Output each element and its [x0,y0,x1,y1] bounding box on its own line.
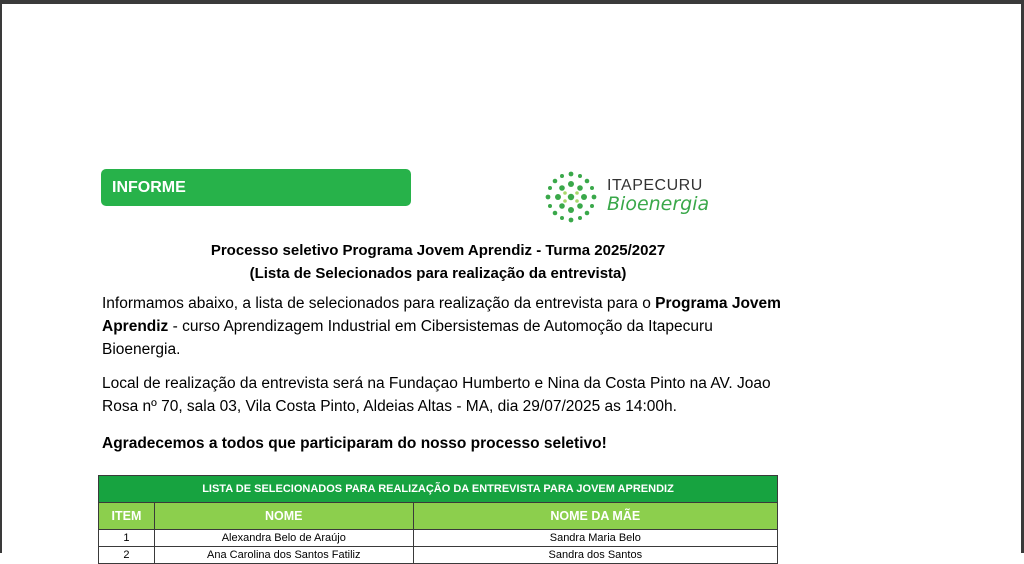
document-title [100,239,776,285]
informe-banner: INFORME [101,169,411,206]
logo-text-itapecuru: ITAPECURU [607,177,703,194]
header-nome-da-mae: NOME DA MÃE [413,503,777,530]
table-caption: LISTA DE SELECIONADOS PARA REALIZAÇÃO DA ENTREVISTA PARA JOVEM APRENDIZ [99,476,778,503]
viewer-frame-top [0,0,1024,4]
title-line-2: (Lista de Selecionados para realização da entrevista) [249,265,627,282]
cell-nome-da-mae: Sandra Maria Belo [413,530,777,547]
sunburst-logo-icon [541,170,601,224]
viewer-frame-left [0,0,2,553]
intro-text-before: Informamos abaixo, a lista de selecionados para realização da entrevista para o [102,295,656,312]
intro-bold-program: Programa Jovem Aprendiz [102,295,781,335]
cell-item: 2 [99,547,155,564]
header-item: ITEM [99,503,155,530]
logo-text-bioenergia: Bioenergia [607,193,710,215]
location-paragraph: Local de realização da entrevista será na Fundaçao Humberto e Nina da Costa Pinto na AV. Joao Rosa nº 70, sala 03, Vila Costa Pinto, Aldeias Altas - MA, dia 29/07/2025 as 14:00h. [102,375,771,415]
thanks-message: Agradecemos a todos que participaram do nosso processo seletivo! [102,435,607,452]
intro-paragraph [102,292,782,361]
title-line-1: Processo seletivo Programa Jovem Aprendiz - Turma 2025/2027 [210,242,666,259]
header-nome: NOME [154,503,413,530]
intro-text-after: - curso Aprendizagem Industrial em Cibersistemas de Automoção da Itapecuru Bioenergia. [102,318,713,358]
company-logo [541,170,721,224]
table-row [99,530,778,547]
cell-item: 1 [99,530,155,547]
selected-candidates-table [98,475,778,564]
cell-nome: Ana Carolina dos Santos Fatiliz [154,547,413,564]
cell-nome: Alexandra Belo de Araújo [154,530,413,547]
table-row [99,547,778,564]
cell-nome-da-mae: Sandra dos Santos [413,547,777,564]
